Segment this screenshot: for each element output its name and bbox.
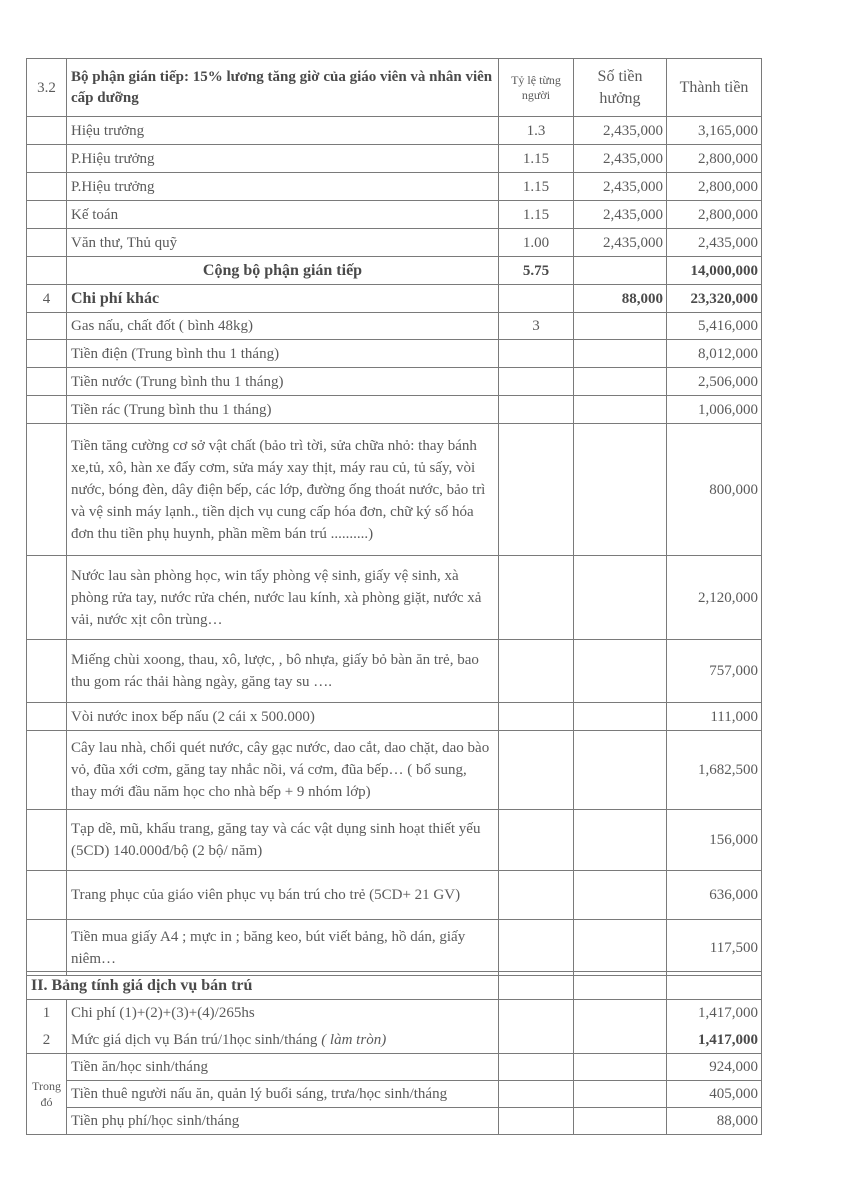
price-table-title: II. Bảng tính giá dịch vụ bán trú [27,972,499,1000]
staff-label: P.Hiệu trưởng [67,145,499,173]
expense-ratio: 3 [499,313,574,340]
expense-total: 800,000 [667,424,762,556]
staff-total: 2,800,000 [667,173,762,201]
row-total: 1,417,000 [667,1000,762,1027]
expense-total: 5,416,000 [667,313,762,340]
staff-total: 3,165,000 [667,117,762,145]
expense-ratio [499,920,574,976]
expense-label: Cây lau nhà, chổi quét nước, cây gạc nước, dao cắt, dao chặt, dao bào vỏ, đũa xới cơm, găng tay nhắc nồi, vá cơm, đũa bếp… ( bổ sung, thay mới đầu năm học cho nhà bếp + 9 nhóm lớp) [67,731,499,810]
expense-label: Tiền nước (Trung bình thu 1 tháng) [67,368,499,396]
expense-row [27,703,762,731]
expense-total: 8,012,000 [667,340,762,368]
staff-ratio: 1.00 [499,229,574,257]
staff-row [27,173,762,201]
breakdown-row [27,1054,762,1081]
breakdown-row [27,1081,762,1108]
staff-row [27,229,762,257]
expense-label: Miếng chùi xoong, thau, xô, lược, , bô nhựa, giấy bỏ bàn ăn trẻ, bao thu gom rác thải hàng ngày, găng tay su …. [67,640,499,703]
row-label: Chi phí (1)+(2)+(3)+(4)/265hs [67,1000,499,1027]
breakdown-row [27,1108,762,1135]
staff-ratio: 1.3 [499,117,574,145]
expense-total: 1,006,000 [667,396,762,424]
row-label-note: ( làm tròn) [321,1031,387,1048]
staff-amount: 2,435,000 [574,145,667,173]
expense-label: Vòi nước inox bếp nấu (2 cái x 500.000) [67,703,499,731]
expense-row [27,424,762,556]
expense-total: 2,506,000 [667,368,762,396]
expense-ratio [499,871,574,920]
expense-total: 117,500 [667,920,762,976]
group-label: Trong đó [27,1054,67,1135]
expense-total: 2,120,000 [667,556,762,640]
staff-total: 2,800,000 [667,201,762,229]
column-header-ratio: Tỷ lệ từng người [499,59,574,117]
price-table-title-row [27,972,762,1000]
staff-label: Kế toán [67,201,499,229]
staff-row [27,145,762,173]
breakdown-label: Tiền phụ phí/học sinh/tháng [67,1108,499,1135]
staff-amount: 2,435,000 [574,229,667,257]
expense-row [27,396,762,424]
expense-total: 757,000 [667,640,762,703]
expense-label: Tiền tăng cường cơ sở vật chất (bảo trì tời, sửa chữa nhỏ: thay bánh xe,tủ, xô, hàn xe đẩy cơm, sửa máy xay thịt, máy rau củ, tủ sấy, vòi nước, bóng đèn, dây điện bếp, các lớp, đường ống thoát nước, bảo trì và vệ sinh máy lạnh., tiền dịch vụ cung cấp hóa đơn, chữ ký số hóa đơn thu tiền phụ huynh, phần mềm bán trú ..........) [67,424,499,556]
subtotal-total: 14,000,000 [667,257,762,285]
section-title: Bộ phận gián tiếp: 15% lương tăng giờ của giáo viên và nhân viên cấp dưỡng [67,59,499,117]
section-3-2-header-row [27,59,762,117]
expense-ratio [499,396,574,424]
section-title: Chi phí khác [67,285,499,313]
subtotal-label: Cộng bộ phận gián tiếp [67,257,499,285]
expense-ratio [499,731,574,810]
expense-ratio [499,703,574,731]
expense-label: Gas nấu, chất đốt ( bình 48kg) [67,313,499,340]
staff-total: 2,800,000 [667,145,762,173]
expense-total: 636,000 [667,871,762,920]
section-4-header-row [27,285,762,313]
subtotal-ratio: 5.75 [499,257,574,285]
section-4-amount: 88,000 [574,285,667,313]
expense-label: Tạp dề, mũ, khẩu trang, găng tay và các vật dụng sinh hoạt thiết yếu (5CD) 140.000đ/bộ (2 bộ/ năm) [67,810,499,871]
expense-row [27,920,762,976]
staff-amount: 2,435,000 [574,173,667,201]
expense-row [27,731,762,810]
section-number: 4 [27,285,67,313]
expense-total: 111,000 [667,703,762,731]
breakdown-total: 405,000 [667,1081,762,1108]
staff-ratio: 1.15 [499,145,574,173]
staff-label: Hiệu trưởng [67,117,499,145]
expense-label: Tiền điện (Trung bình thu 1 tháng) [67,340,499,368]
price-table [26,971,762,1135]
breakdown-total: 924,000 [667,1054,762,1081]
cost-table [26,58,762,976]
breakdown-label: Tiền ăn/học sinh/tháng [67,1054,499,1081]
expense-row [27,340,762,368]
expense-row [27,640,762,703]
staff-ratio: 1.15 [499,173,574,201]
section-number: 3.2 [27,59,67,117]
staff-ratio: 1.15 [499,201,574,229]
staff-label: Văn thư, Thủ quỹ [67,229,499,257]
price-row [27,1027,762,1054]
staff-amount: 2,435,000 [574,201,667,229]
expense-row [27,313,762,340]
price-row [27,1000,762,1027]
expense-ratio [499,810,574,871]
expense-row [27,871,762,920]
expense-label: Tiền mua giấy A4 ; mực in ; băng keo, bút viết bảng, hồ dán, giấy niêm… [67,920,499,976]
expense-total: 1,682,500 [667,731,762,810]
breakdown-total: 88,000 [667,1108,762,1135]
column-header-amount: Số tiền hưởng [574,59,667,117]
expense-total: 156,000 [667,810,762,871]
breakdown-label: Tiền thuê người nấu ăn, quản lý buổi sáng, trưa/học sinh/tháng [67,1081,499,1108]
expense-label: Trang phục của giáo viên phục vụ bán trú cho trẻ (5CD+ 21 GV) [67,871,499,920]
staff-amount: 2,435,000 [574,117,667,145]
staff-row [27,201,762,229]
expense-row [27,556,762,640]
expense-row [27,368,762,396]
row-total: 1,417,000 [667,1027,762,1054]
section-4-total: 23,320,000 [667,285,762,313]
column-header-total: Thành tiền [667,59,762,117]
staff-row [27,117,762,145]
expense-label: Tiền rác (Trung bình thu 1 tháng) [67,396,499,424]
expense-ratio [499,424,574,556]
staff-total: 2,435,000 [667,229,762,257]
expense-row [27,810,762,871]
subtotal-row [27,257,762,285]
row-label: Mức giá dịch vụ Bán trú/1học sinh/tháng ( làm tròn) [67,1027,499,1054]
expense-ratio [499,340,574,368]
row-number: 1 [27,1000,67,1027]
row-number: 2 [27,1027,67,1054]
expense-ratio [499,556,574,640]
expense-label: Nước lau sàn phòng học, win tẩy phòng vệ sinh, giấy vệ sinh, xà phòng rửa tay, nước rửa chén, nước lau kính, xà phòng giặt, nước xả vải, nước xịt côn trùng… [67,556,499,640]
staff-label: P.Hiệu trưởng [67,173,499,201]
expense-ratio [499,640,574,703]
expense-ratio [499,368,574,396]
